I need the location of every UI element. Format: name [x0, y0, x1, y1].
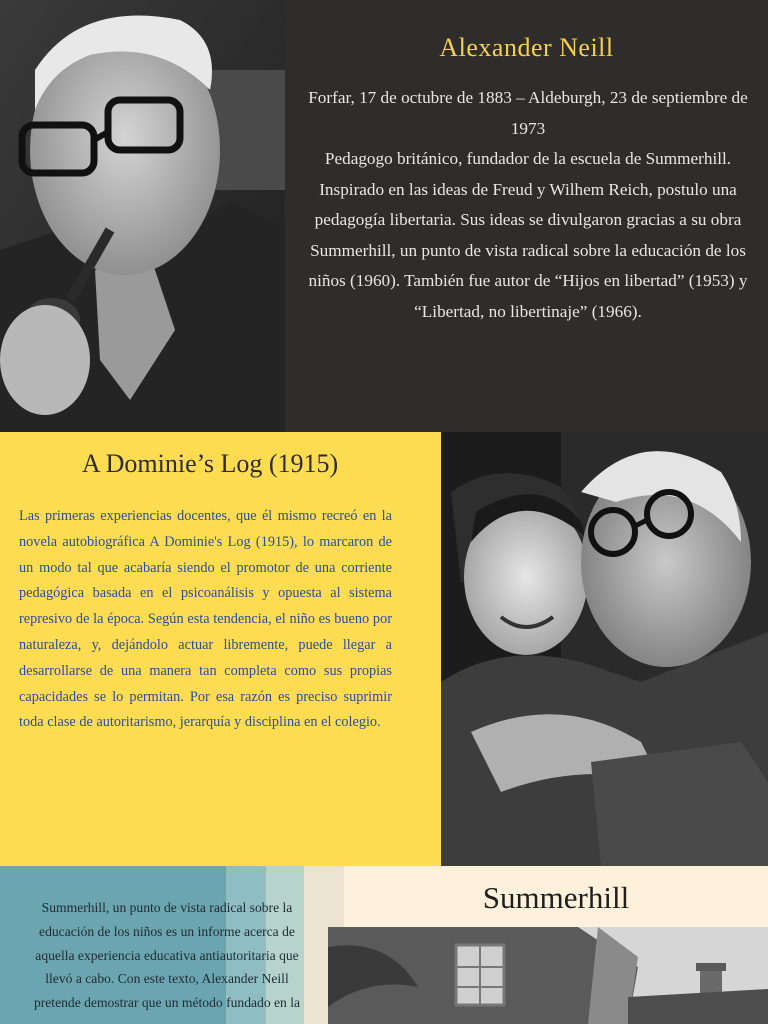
photo-neill-with-child — [441, 432, 768, 866]
bio-panel — [285, 0, 768, 432]
bio-text — [303, 83, 753, 327]
portrait-photo-neill-pipe — [0, 0, 285, 432]
photo-summerhill-building — [328, 927, 768, 1024]
page-title: Alexander Neill — [439, 33, 614, 62]
bio-paragraph: Pedagogo británico, fundador de la escuela de Summerhill. Inspirado en las ideas de Freud y Wilhem Reich, postulo una pedagogía libertaria. Sus ideas se divulgaron gracias a su obra Summerhill, un punto de vista radical sobre la educación de los niños (1960). También fue autor de “Hijos en libertad” (1953) y “Libertad, no libertinaje” (1966). — [308, 149, 748, 321]
life-dates: Forfar, 17 de octubre de 1883 – Aldeburgh, 23 de septiembre de 1973 — [308, 88, 748, 138]
section-heading-dominies-log: A Dominie’s Log (1915) — [81, 449, 339, 478]
summerhill-text: Summerhill, un punto de vista radical sobre la educación de los niños es un informe acerca de aquella experiencia educativa antiautoritaria que llevó a cabo. Con este texto, Alexander Neill pretende demostrar que un método fundado en la — [33, 900, 301, 1011]
dominies-log-panel — [0, 432, 441, 866]
section-heading-summerhill: Summerhill — [482, 880, 630, 915]
dominies-log-text: Las primeras experiencias docentes, que él mismo recreó en la novela autobiográfica A Dominie's Log (1915), lo marcaron de un modo tal que acabaría siendo el promotor de una corriente pedagógica basada en el psicoanálisis y opuesta al sistema represivo de la época. Según esta tendencia, el niño es bueno por naturaleza, y, dejándolo actuar libremente, puede llegar a desarrollarse de una manera tan completa como sus propias capacidades se lo permitan. Por esa razón es preciso suprimir toda clase de autoritarismo, jerarquía y disciplina en el colegio. — [19, 508, 392, 731]
